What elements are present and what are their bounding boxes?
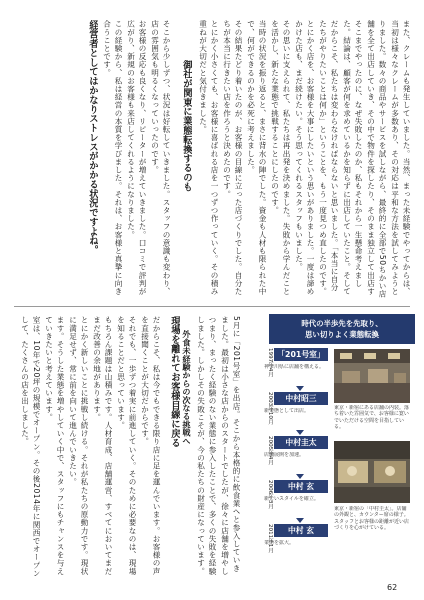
timeline-item (261, 436, 329, 480)
body-text-right-1: つまり、まったく経験のない業態に参入したことで、多くの失敗を経験しました。しかしその失敗こそが、今の私たちの財産になっています。 (196, 316, 217, 576)
photo-caption-2: 東京・新宿の「中村圭太」。店舗の外観と、カウンター席の様子。スタッフとお客様の距離が近い店づくりを心がけている。 (334, 506, 410, 531)
timeline-note: 新業態として出店。 (264, 408, 310, 414)
timeline-item (261, 480, 329, 524)
body-text-right-2: 5月に「201号室」を出店。そこから本格的に飲食業へと参入していきました。最初は小さな店からのスタートでしたが、徐々に店舗を増やし (220, 316, 241, 576)
timeline-date: 2003年10月 (267, 392, 273, 425)
body-text-top-10: そこから少しずつ、状況は好転していきました。スタッフの意識も変わり、店の雰囲気も明るくなっていったのです。 (150, 20, 171, 296)
body-text-bottom-3: とにかく新しいことに挑戦し続ける。それが私たちの原動力です。現状に満足せず、常に前を向いて進んでいきたい。 (68, 316, 89, 576)
section-subheading-bottom: 外食未経験からの次なる挑戦へ (182, 330, 192, 445)
down-arrow-icon (296, 474, 304, 479)
body-text-top-1: また、クレームも発生していました。当然、まった未経験でやってからは、当初は様々なクレームが多数あり、その対応は平和な方法を試してみようと (390, 20, 411, 296)
timeline-item (261, 348, 329, 392)
timeline-note: 業態を拡大。 (264, 540, 295, 546)
timeline-date: 2011年1月 (267, 524, 273, 553)
timeline-store-name: 中村 玄 (274, 524, 328, 537)
column-divider (14, 306, 410, 307)
closing-line: 経営者としてはかなりストレスがかかる状況ですよね。 (87, 20, 98, 255)
body-text-top-12: この経験から、私は経営の本質を学びました。それは、お客様と真摯に向き合うことです。 (102, 20, 123, 296)
store-exterior-illustration (334, 441, 410, 503)
body-text-bottom-4: もちろん課題は山積みです。人材育成、店舗運営、すべてにおいてまだまだ改善の余地があります。 (92, 316, 113, 576)
section-heading-top: 御社が関東に業態転換するのも (181, 60, 192, 192)
timeline-store-name: 中村昭三 (274, 392, 328, 405)
body-text-top-9: とにかく小さくても、お客様に喜ばれる店を一つずつ作っていく。その積み重ねが大切だと気付きました。 (198, 20, 219, 296)
photo-caption-1: 東京・新宿にある店舗の内装。落ち着いた雰囲気で、お客様に寛いでいただける空間を目指している。 (334, 405, 410, 430)
timeline-item (261, 524, 329, 568)
down-arrow-icon (296, 518, 304, 523)
store-interior-illustration (334, 349, 410, 403)
body-text-top-3: そこまでやったのに、なぜ失敗したのか、私もそれから一生懸命考えました。結論は、顧客が何を求めているかを知らずに出店していたこと。そして (342, 20, 363, 296)
down-arrow-icon (296, 430, 304, 435)
timeline-date: 2005年4月 (267, 436, 273, 465)
body-text-bottom-6: だからこそ、私は今でもできる限り店に足を運んでいます。お客様の声を直接聞くことが大切だからです。 (140, 316, 161, 576)
body-text-top-5: とにかく店を、お客様を大事にしたいという思いがありました。一度は諦めかけた店も、まだ続けたい。そう思ってくれるスタッフもいました。 (294, 20, 315, 296)
history-sidebar (261, 313, 413, 571)
timeline-item (261, 392, 329, 436)
body-text-top-2: りました。数々の商品やサービスを試しながら、最終的に全部で50ちかい店舗を全て出店していき、その中で物件を探したり、そのまま独立して出店す (366, 20, 387, 298)
sidebar-header-line2: 思い切りよく業態転換 (305, 330, 379, 339)
store-exterior-photo (334, 441, 410, 503)
timeline-date: 1997年4月 (267, 348, 273, 377)
sidebar-header-line1: 時代の半歩先を先取り、 (301, 319, 383, 328)
body-text-top-11: お客様の反応も良くなり、リピーターが増えていきました。口コミで評判が広がり、新規のお客様も来店してくれるようになりました。 (126, 20, 147, 296)
store-interior-photo (334, 349, 410, 403)
timeline-store-name: 中村 玄 (274, 480, 328, 493)
timeline (261, 348, 331, 568)
body-text-top-4: だからこそ、私たちは変わらなければならないと思いました。「本当に自分たちがやりたいことは何か」ということを、もう一度見つめ直したのです。 (318, 20, 339, 296)
body-text-bottom-1: 室は、10年で20坪の規模でオープン。その後2014年に関西でオープンして、たくさんの店を出しました。 (20, 316, 41, 578)
body-text-top-8: その結果たどり着いたのが、お客様の目線に立った店づくりでした。自分たちが本当に行きたい店を作ろうと決めたのです。 (222, 20, 243, 296)
timeline-store-name: 「201号室」 (274, 348, 328, 361)
timeline-store-name: 中村圭太 (274, 436, 328, 449)
timeline-note: 神奈川県に店舗を構える。 (264, 364, 325, 370)
body-text-bottom-5: それでも、一歩ずつ着実に前進していく。そのために必要なのは、現場を知ることだと思っています。 (116, 316, 137, 576)
timeline-date: 2006年3月 (267, 480, 273, 509)
sidebar-header (269, 314, 415, 344)
body-text-top-7: 当時の状況を振り返ると、まさに背水の陣でした。資金も人材も限られた中で、何ができるのかを必死に考えました。 (246, 20, 267, 296)
timeline-note: 店舗展開を加速。 (264, 452, 305, 458)
body-text-bottom-2: ます。そうした業態を増やしていく中で、スタッフにもチャンスを与えていきたいと考えています。 (44, 316, 65, 576)
body-text-top-6: その思いに支えられて、私たちは再出発を決めました。失敗から学んだことを活かし、新たな業態で挑戦することにしたのです。 (270, 20, 291, 296)
down-arrow-icon (296, 386, 304, 391)
timeline-note: 新しいスタイルを確立。 (264, 496, 319, 502)
section-heading-bottom: 現場を離れてお客様目線に戻る (169, 316, 180, 448)
page-number: 62 (387, 583, 398, 592)
